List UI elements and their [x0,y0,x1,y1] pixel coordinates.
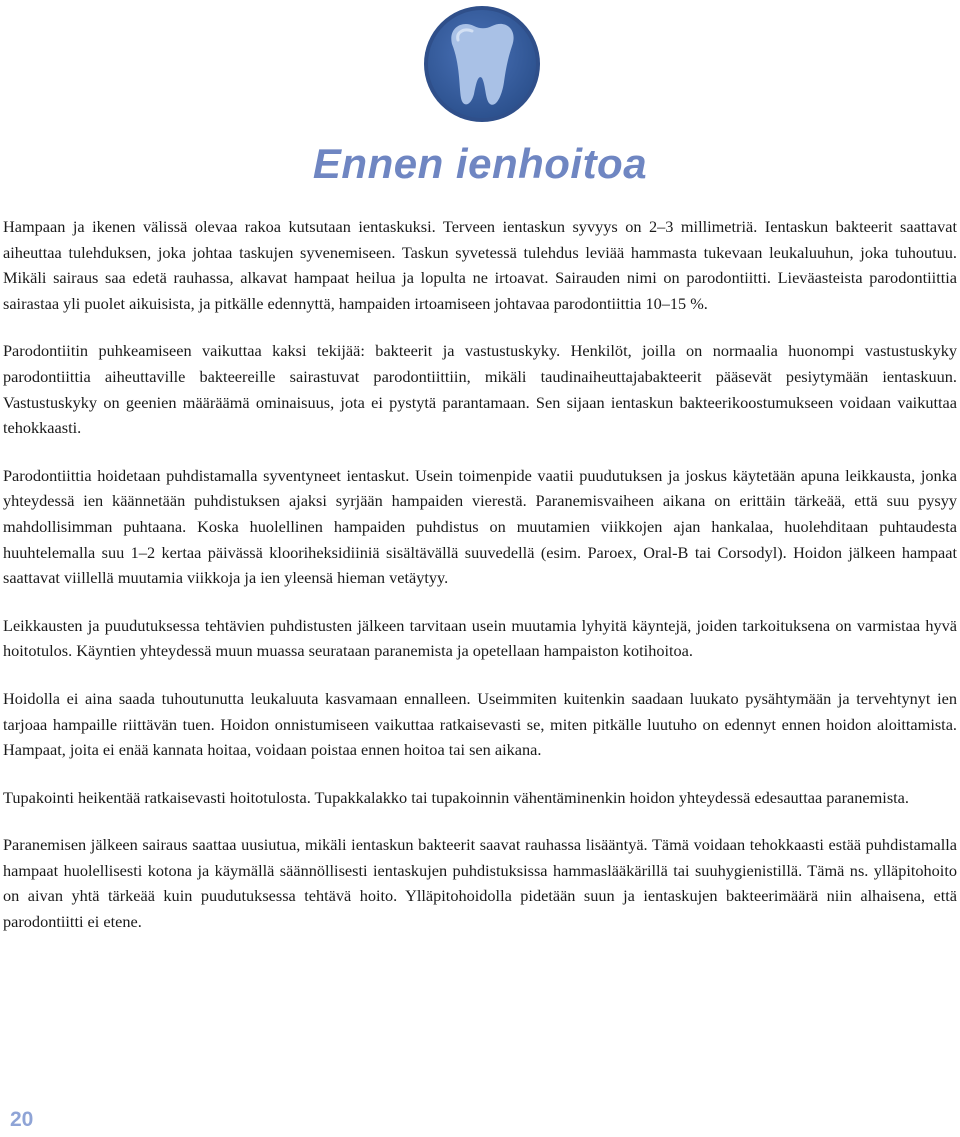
paragraph-causes: Parodontiitin puhkeamiseen vaikuttaa kaksi tekijää: bakteerit ja vastustuskyky. Henkilöt, joilla on normaalia huonompi vastustuskyky parodontiittia aiheuttaville bakteereille sairastuvat parodontiittiin, mikäli taudinaiheuttajabakteerit pääsevät pesiytymään ientaskuun. Vastustuskyky on geenien määräämä ominaisuus, jota ei pystytä parantamaan. Sen sijaan ientaskun bakteerikoostumukseen voidaan vaikuttaa tehokkaasti. [3,341,957,438]
paragraph-bone-loss: Hoidolla ei aina saada tuhoutunutta leukaluuta kasvamaan ennalleen. Useimmiten kuitenkin saadaan luukato pysähtymään ja tervehtynyt ien tarjoaa hampaille riittävän tuen. Hoidon onnistumiseen vaikuttaa ratkaisevasti se, miten pitkälle luutuho on edennyt ennen hoidon aloittamista. Hampaat, joita ei enää kannata hoitaa, voidaan poistaa ennen hoitoa tai sen aikana. [3,688,957,760]
paragraph-maintenance: Paranemisen jälkeen sairaus saattaa uusiutua, mikäli ientaskun bakteerit saavat rauhassa lisääntyä. Tämä voidaan tehokkaasti estää puhdistamalla hampaat huolellisesti kotona ja käymällä säännöllisesti ientaskujen puhdistuksissa hammaslääkärillä tai suuhygienistillä. Tämä ns. ylläpitohoito on aivan yhtä tärkeää kuin puudutuksessa tehtävä hoito. Ylläpitohoidolla pidetään suun ja ientaskujen bakteerimäärä niin alhaisena, että parodontiitti ei etene. [3,835,957,932]
article-body [3,214,957,957]
paragraph-treatment: Parodontiittia hoidetaan puhdistamalla syventyneet ientaskut. Usein toimenpide vaatii puudutuksen ja joskus käytetään apuna leikkausta, jonka yhteydessä ien käännetään puhdistuksen ajaksi syrjään hampaiden vierestä. Paranemisvaiheen aikana on erittäin tärkeää, että suu pysyy mahdollisimman puhtaana. Koska huolellinen hampaiden puhdistus on muutamien viikkojen ajan hankalaa, huolehditaan puhtaudesta huuhtelemalla suu 1–2 kertaa päivässä klooriheksidiiniä sisältävällä suuvedellä (esim. Paroex, Oral-B tai Corsodyl). Hoidon jälkeen hampaat saattavat viillellä muutamia viikkoja ja ien yleensä hieman vetäytyy. [3,465,957,588]
tooth-logo [422,4,542,124]
page-title: Ennen ienhoitoa [312,140,648,187]
paragraph-follow-up: Leikkausten ja puudutuksessa tehtävien puhdistusten jälkeen tarvitaan usein muutamia lyhyitä käyntejä, joiden tarkoituksena on varmistaa hyvä hoitotulos. Käyntien yhteydessä muun muassa seurataan paranemista ja opetellaan hampaiston kotihoitoa. [3,615,957,661]
paragraph-smoking: Tupakointi heikentää ratkaisevasti hoitotulosta. Tupakkalakko tai tupakoinnin vähentäminenkin hoidon yhteydessä edesauttaa paranemista. [3,787,909,807]
tooth-icon [422,4,542,124]
page-number: 20 [10,1108,34,1131]
paragraph-gum-pocket: Hampaan ja ikenen välissä olevaa rakoa kutsutaan ientaskuksi. Terveen ientaskun syvyys on 2–3 millimetriä. Ientaskun bakteerit saattavat aiheuttaa tulehduksen, joka johtaa taskujen syvenemiseen. Taskun syvetessä tulehdus leviää hammasta tukevaan leukaluuhun, joka tuhoutuu. Mikäli sairaus saa edetä rauhassa, alkavat hampaat heilua ja lopulta ne irtoavat. Sairauden nimi on parodontiitti. Lieväasteista parodontiittia sairastaa yli puolet aikuisista, ja pitkälle edennyttä, hampaiden irtoamiseen johtavaa parodontiittia 10–15 %. [3,217,957,313]
